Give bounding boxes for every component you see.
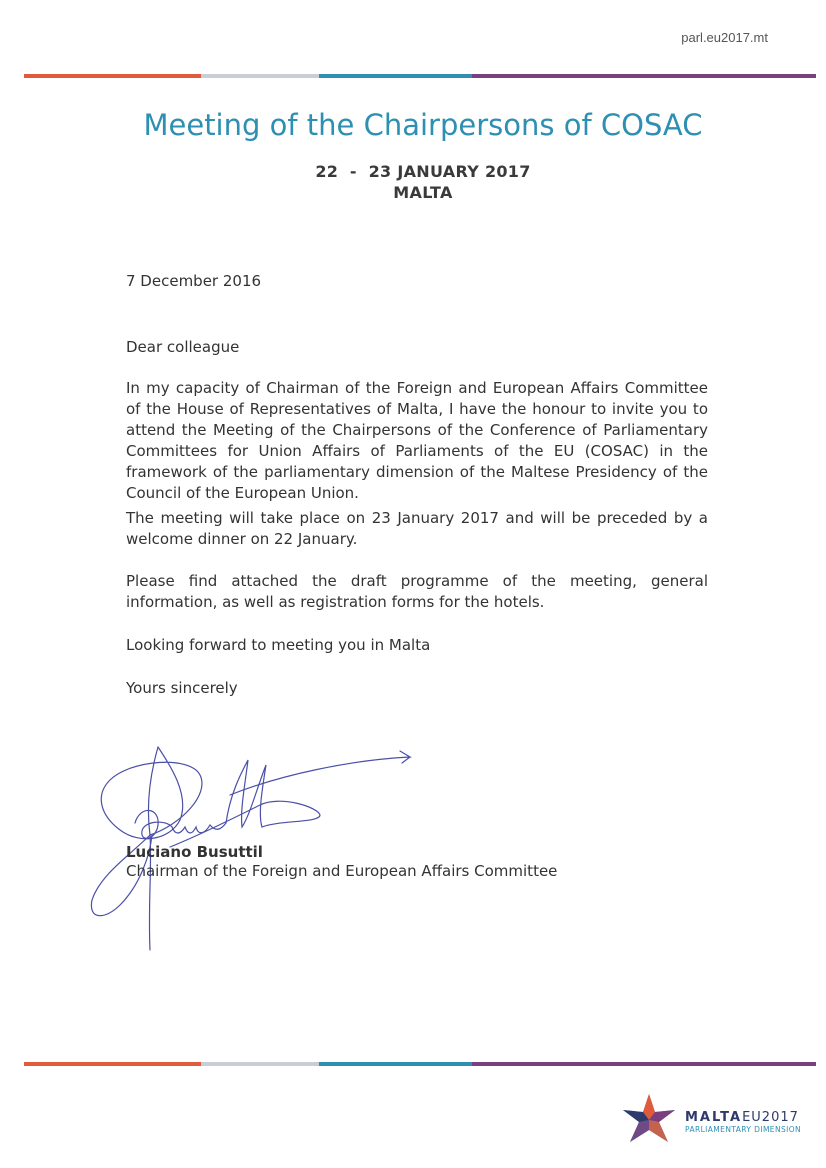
logo-title bbox=[685, 1111, 801, 1125]
star-logo-icon bbox=[618, 1090, 680, 1150]
meeting-location: MALTA bbox=[393, 183, 453, 202]
meeting-dates: 22 - 23 JANUARY 2017 bbox=[315, 162, 531, 181]
closing-line: Looking forward to meeting you in Malta bbox=[126, 636, 431, 654]
website-url: parl.eu2017.mt bbox=[681, 30, 768, 45]
logo-title-bold: MALTA bbox=[685, 1110, 743, 1125]
page-title: Meeting of the Chairpersons of COSAC bbox=[143, 108, 703, 142]
logo-title-light: EU2017 bbox=[742, 1110, 799, 1125]
body-paragraph: The meeting will take place on 23 January 2017 and will be preceded by a welcome dinner on 22 January. bbox=[126, 509, 708, 548]
logo-wordmark bbox=[685, 1111, 801, 1135]
body-paragraph: In my capacity of Chairman of the Foreign and European Affairs Committee of the House of Representatives of Malta, I have the honour to invite you to attend the Meeting of the Chairpersons of the Conference of Parliamentary Committees for Union Affairs of Parliaments of the EU (COSAC) in the framework of the parliamentary dimension of the Maltese Presidency of the Council of the European Union. bbox=[126, 379, 708, 502]
malta-eu2017-logo bbox=[618, 1090, 808, 1150]
signer-title: Chairman of the Foreign and European Affairs Committee bbox=[126, 862, 558, 880]
sign-off: Yours sincerely bbox=[126, 679, 238, 697]
letter-date: 7 December 2016 bbox=[126, 272, 262, 290]
salutation: Dear colleague bbox=[126, 338, 240, 356]
bottom-color-stripe bbox=[24, 1062, 816, 1066]
logo-subtitle: PARLIAMENTARY DIMENSION bbox=[685, 1125, 802, 1134]
body-paragraph: Please find attached the draft programme of the meeting, general information, as well as registration forms for the hotels. bbox=[126, 572, 708, 611]
top-color-stripe bbox=[24, 74, 816, 78]
signer-name: Luciano Busuttil bbox=[126, 843, 263, 861]
